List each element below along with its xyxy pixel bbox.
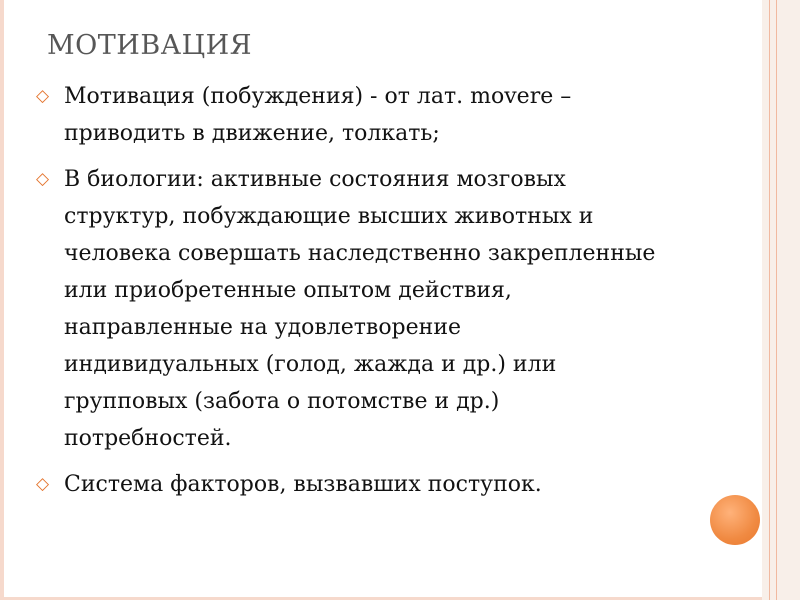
bullet-item-etymology (0, 78, 740, 152)
right-decor-strip (762, 0, 800, 600)
bullet-text-line: В биологии: активные состояния мозговых (64, 167, 566, 192)
bullet-text-line: человека совершать наследственно закрепленные (64, 241, 656, 266)
bullet-text-line: групповых (забота о потомстве и др.) (64, 389, 500, 414)
bullet-diamond-icon: ◇ (36, 86, 50, 106)
bullet-text-line: индивидуальных (голод, жажда и др.) или (64, 352, 557, 377)
slide-title: МОТИВАЦИЯ (47, 30, 253, 61)
bullet-text-line: приводить в движение, толкать; (64, 121, 440, 146)
bullet-diamond-icon: ◇ (36, 169, 50, 189)
bullet-text-line: направленные на удовлетворение (64, 315, 462, 340)
bullet-text-line: Мотивация (побуждения) - от лат. movere – (64, 84, 572, 109)
bullet-list (0, 78, 740, 512)
bullet-text-line: или приобретенные опытом действия, (64, 278, 512, 303)
bullet-text-line: потребностей. (64, 426, 232, 451)
orange-circle-icon (710, 495, 760, 545)
bullet-item-factors (0, 466, 740, 503)
bullet-text-line: Система факторов, вызвавших поступок. (64, 472, 542, 497)
bullet-diamond-icon: ◇ (36, 474, 50, 494)
bullet-text-line: структур, побуждающие высших животных и (64, 204, 594, 229)
right-rail-line (776, 0, 777, 600)
right-rail-line (769, 0, 770, 600)
bullet-item-biology (0, 161, 740, 457)
